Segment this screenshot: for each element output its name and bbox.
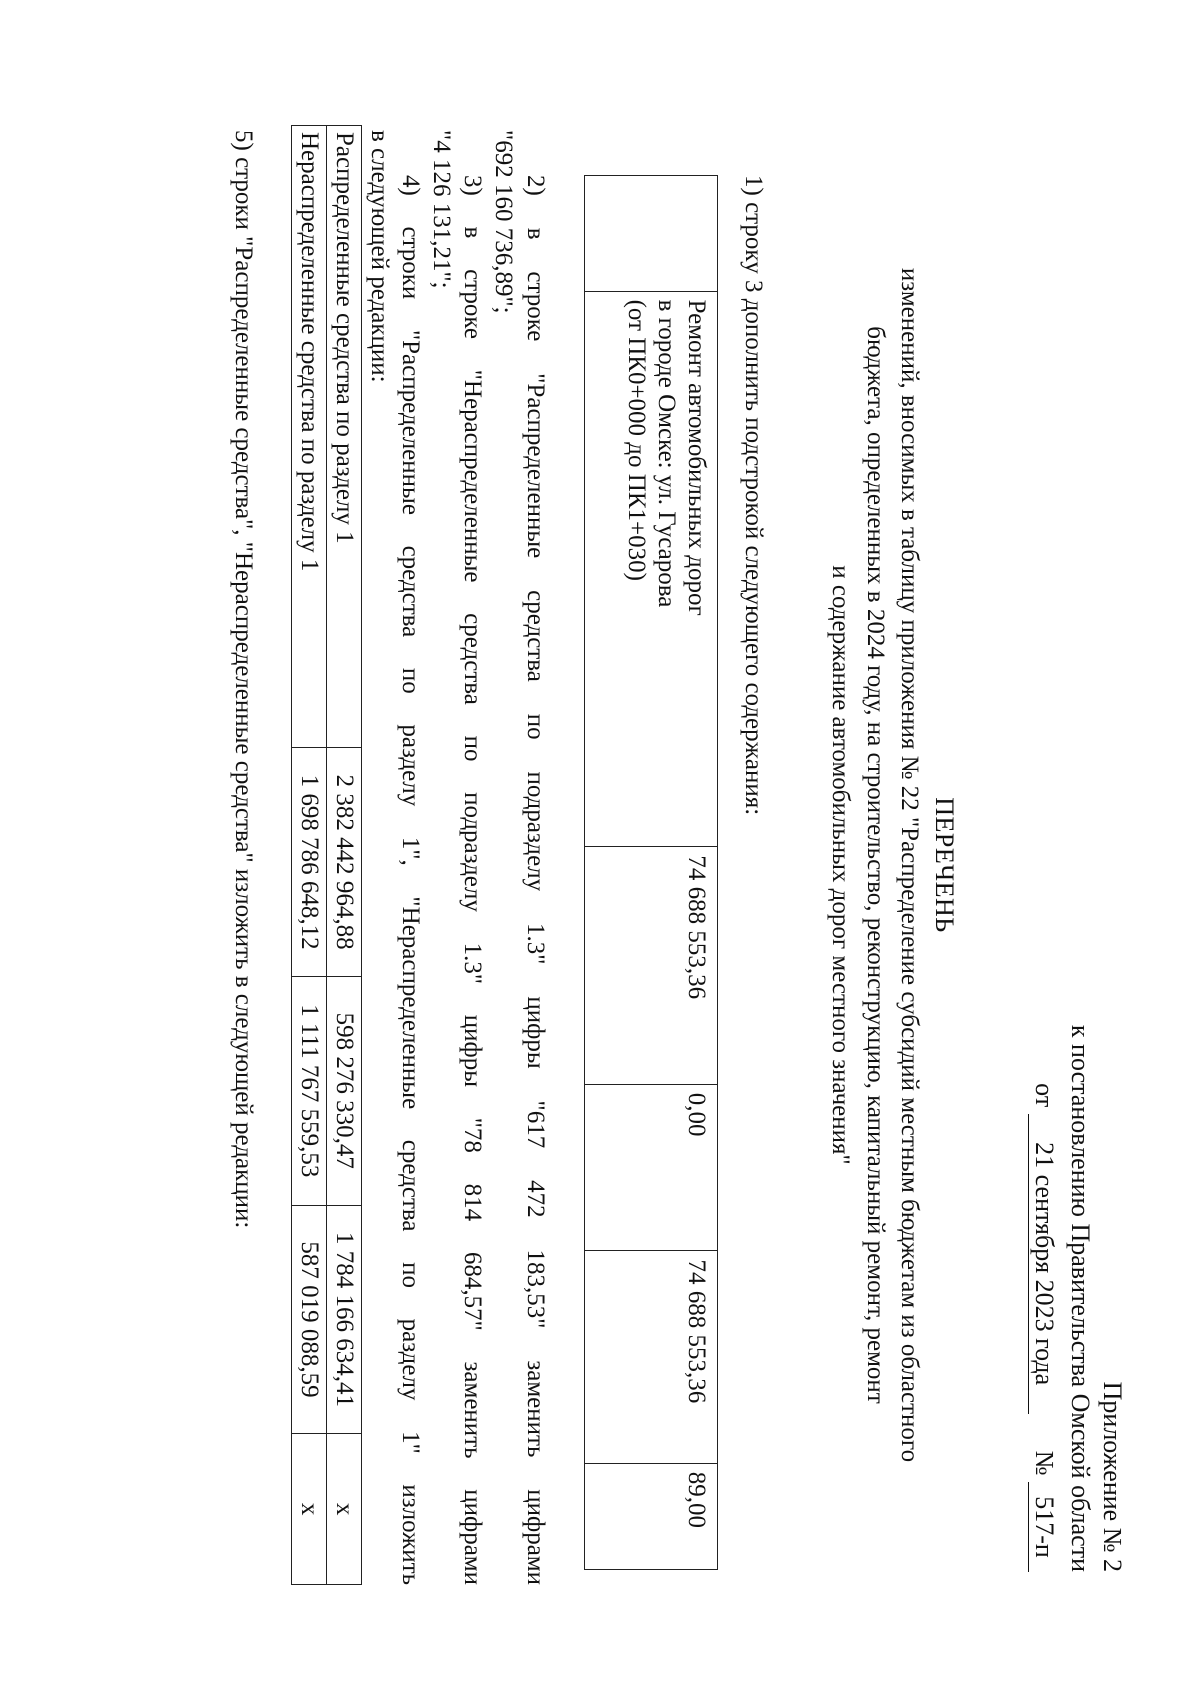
description-line-3: (от ПК0+000 до ПК1+030) <box>623 299 650 581</box>
number-label: № <box>1030 1450 1059 1476</box>
item-4-line-1: 4) строки "Распределенные средства по разделу 1", "Нераспределенные средства по разделу 1" изложить <box>397 175 424 1585</box>
item-4-line-2: в следующей редакции: <box>366 130 393 383</box>
item-1-text: 1) строку 3 дополнить подстрокой следующего содержания: <box>740 175 767 816</box>
decree-date: 21 сентября 2023 года <box>1028 1114 1059 1414</box>
substring-table <box>584 175 718 1570</box>
decree-number: 517-п <box>1028 1482 1059 1572</box>
section-totals-table <box>291 125 362 1585</box>
title-line-3: и содержание автомобильных дорог местного значения" <box>827 565 855 1165</box>
title-line-1: изменений, вносимых в таблицу приложения № 22 "Распределение субсидий местным бюджетам из областного <box>896 267 924 1463</box>
row-label: Нераспределенные средства по разделу 1 <box>292 126 327 748</box>
table-cell-value-2: 0,00 <box>585 1084 718 1251</box>
row-value-2: 1 111 767 559,53 <box>292 976 327 1205</box>
description-line-2: в городе Омске: ул. Гусарова <box>653 299 680 608</box>
item-2-line-1: 2) в строке "Распределенные средства по подразделу 1.3" цифры "617 472 183,53" заменить цифрами <box>522 175 549 1585</box>
row-value-4: x <box>327 1434 362 1585</box>
row-value-3: 1 784 166 634,41 <box>327 1205 362 1434</box>
decree-label: к постановлению Правительства Омской области <box>1066 1024 1095 1572</box>
item-2-line-2: "692 160 736,89"; <box>490 130 517 314</box>
table-cell-value-1: 74 688 553,36 <box>585 847 718 1084</box>
table-cell-description <box>585 291 718 847</box>
appendix-label: Приложение № 2 <box>1098 1381 1127 1572</box>
title-line-2: бюджета, определенных в 2024 году, на строительство, реконструкцию, капитальный ремонт, ремонт <box>861 326 889 1404</box>
table-cell-value-4: 89,00 <box>585 1463 718 1569</box>
item-5-text: 5) строки "Распределенные средства", "Нераспределенные средства" изложить в следующей редакции: <box>230 130 257 1229</box>
row-value-4: x <box>292 1434 327 1585</box>
decree-date-row <box>1028 1083 1060 1572</box>
table-cell-empty <box>585 176 718 292</box>
table-row <box>292 126 327 1585</box>
table-row <box>585 176 718 1570</box>
title-main: ПЕРЕЧЕНЬ <box>930 797 959 933</box>
row-label: Распределенные средства по разделу 1 <box>327 126 362 748</box>
row-value-1: 2 382 442 964,88 <box>327 748 362 977</box>
from-label: от <box>1030 1083 1059 1108</box>
row-value-2: 598 276 330,47 <box>327 976 362 1205</box>
table-cell-value-3: 74 688 553,36 <box>585 1251 718 1463</box>
row-value-1: 1 698 786 648,12 <box>292 748 327 977</box>
table-row <box>327 126 362 1585</box>
item-3-line-2: "4 126 131,21"; <box>428 130 455 289</box>
document-title <box>823 130 962 1600</box>
row-value-3: 587 019 088,59 <box>292 1205 327 1434</box>
item-3-line-1: 3) в строке "Нераспределенные средства по подразделу 1.3" цифры "78 814 684,57" заменить цифрами <box>459 175 486 1585</box>
description-line-1: Ремонт автомобильных дорог <box>683 299 710 616</box>
